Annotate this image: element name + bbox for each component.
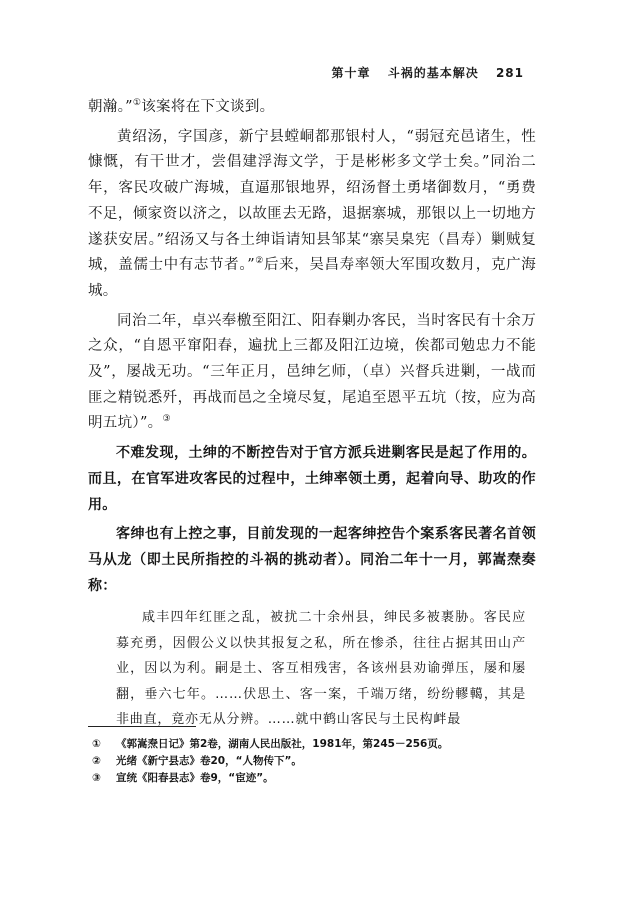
paragraph: 不难发现，土绅的不断控告对于官方派兵进剿客民是起了作用的。而且，在官军进攻客民的过程中，土绅率领土勇，起着向导、助攻的作用。 <box>88 445 536 513</box>
page-number: 281 <box>495 66 524 80</box>
paragraph: 客绅也有上控之事，目前发现的一起客绅控告个案系客民著名首领马从龙（即土民所指控的斗祸的挑动者）。同治二年十一月，郭嵩焘奏称： <box>88 526 536 594</box>
running-header <box>332 64 524 81</box>
paragraph: 同治二年，卓兴奉檄至阳江、阳春剿办客民，当时客民有十余万之众，“自恩平窜阳春，遍扰上三都及阳江边境，俟都司勉忠力不能及”，屡战无功。“三年正月，邑绅乞师，（卓）兴督兵进剿，一战而匪之精锐悉歼，再战而邑之全境尽复，尾追至恩平五坑（按，应为高明五坑）”。③ <box>88 312 536 432</box>
chapter-title: 斗祸的基本解决 <box>387 66 479 80</box>
footnote-text: 宣统《阳春县志》卷9，“宦迹”。 <box>116 772 274 784</box>
footnote-ref: ② <box>254 256 264 267</box>
footnote <box>92 753 532 770</box>
footnote <box>92 770 532 787</box>
quote-text: 咸丰四年红匪之乱，被扰二十余州县，绅民多被裹胁。客民应募充勇，因假公义以快其报复之私，所在惨杀，往往占据其田山产业，因以为利。嗣是土、客互相残害，各该州县劝谕弹压，屡和屡翻，垂六七年。……伏思土、客一案，千端万绪，纷纷轇轕，其是非曲直，竟亦无从分辨。……就中鹤山客民与土民构衅最 <box>116 610 526 728</box>
footnote-ref: ① <box>132 98 142 109</box>
footnote-divider <box>88 726 196 727</box>
footnotes <box>92 736 532 787</box>
footnote-mark: ② <box>92 755 101 767</box>
chapter-number: 第十章 <box>331 66 371 80</box>
paragraph: 黄绍汤，字国彦，新宁县螳峒都那银村人，“弱冠充邑诸生，性慷慨，有干世才，尝倡建浮海文学，于是彬彬多文学士矣。”同治二年，客民攻破广海城，直逼那银地界，绍汤督土勇堵御数月，“勇费不足，倾家资以济之，以故匪去无路，退据寨城，那银以上一切地方遂获安居。”绍汤又与各土绅诣请知县邹某“寨吴臬宪（昌寿）剿贼复城，盖儒士中有志节者。”②后来，吴昌寿率领大军围攻数月，克广海城。 <box>88 128 537 299</box>
main-text <box>88 95 536 733</box>
footnote-ref: ③ <box>162 414 171 425</box>
footnote-mark: ① <box>92 738 101 750</box>
footnote-mark: ③ <box>92 772 101 784</box>
footnote <box>92 736 532 753</box>
footnote-text: 光绪《新宁县志》卷20，“人物传下”。 <box>116 755 302 767</box>
paragraph: 朝瀚。”①该案将在下文谈到。 <box>88 98 275 115</box>
block-quote <box>88 605 536 733</box>
footnote-text: 《郭嵩焘日记》第2卷，湖南人民出版社，1981年，第245－256页。 <box>116 738 449 750</box>
